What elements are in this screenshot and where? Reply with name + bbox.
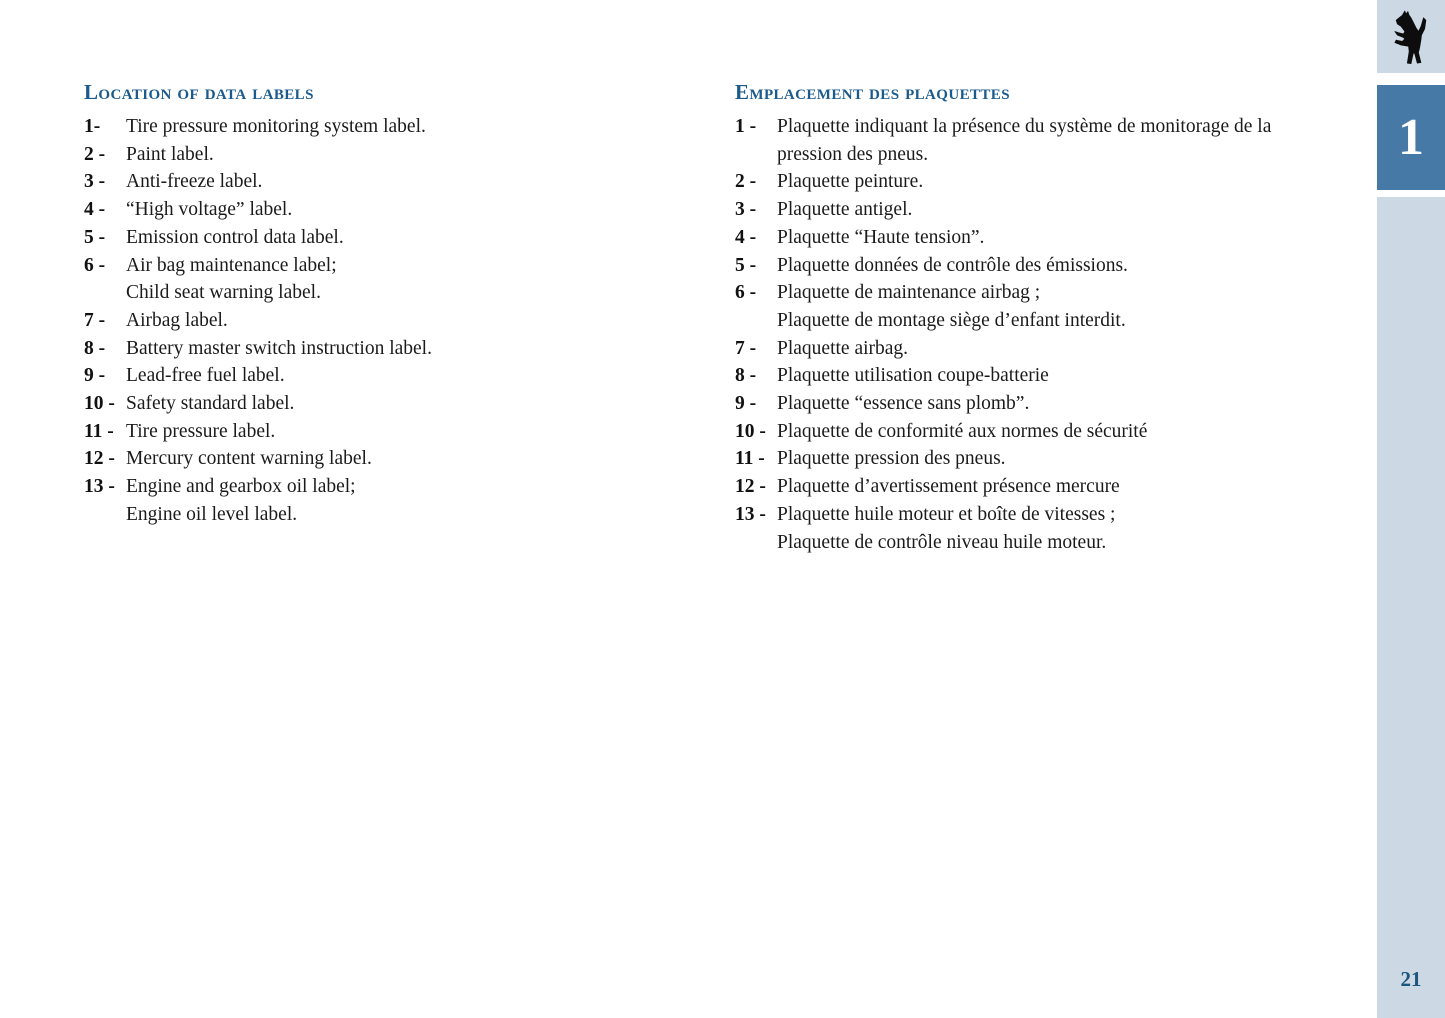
item-text: Plaquette huile moteur et boîte de vitesses ; Plaquette de contrôle niveau huile moteur. — [777, 503, 1116, 553]
item-text: Plaquette peinture. — [777, 171, 924, 193]
sidebar-lower-strip — [1377, 197, 1445, 1018]
item-number: 13 - — [735, 503, 766, 525]
list-item — [84, 362, 684, 390]
list-item — [84, 224, 684, 252]
item-number: 11 - — [84, 420, 114, 442]
item-number: 9 - — [84, 365, 106, 387]
list-item — [735, 390, 1360, 418]
item-text: Airbag label. — [126, 309, 228, 331]
item-number: 7 - — [84, 309, 106, 331]
item-number: 6 - — [735, 282, 757, 304]
list-item — [735, 168, 1360, 196]
list-item — [735, 445, 1360, 473]
item-text: Emission control data label. — [126, 226, 344, 248]
item-number: 5 - — [735, 254, 757, 276]
page-number: 21 — [1400, 967, 1422, 991]
sidebar-strip — [1377, 0, 1445, 1018]
item-number: 7 - — [735, 337, 757, 359]
list-item — [735, 224, 1360, 252]
list-item — [84, 445, 684, 473]
list-item — [84, 113, 684, 141]
sidebar-gap-bottom — [1377, 190, 1445, 197]
list-item — [735, 196, 1360, 224]
item-number: 5 - — [84, 226, 106, 248]
item-number: 3 - — [84, 171, 106, 193]
list-item — [735, 279, 1360, 334]
item-text: Engine and gearbox oil label; Engine oil level label. — [126, 476, 356, 525]
item-text: Plaquette de conformité aux normes de sécurité — [777, 420, 1148, 442]
item-text: Plaquette antigel. — [777, 199, 913, 221]
item-number: 4 - — [84, 199, 106, 221]
item-text: Battery master switch instruction label. — [126, 337, 432, 359]
item-text: Plaquette de maintenance airbag ; Plaquette de montage siège d’enfant interdit. — [777, 282, 1126, 331]
list-item — [735, 501, 1360, 556]
list-item — [84, 418, 684, 446]
list-item — [84, 390, 684, 418]
chapter-number: 1 — [1398, 108, 1424, 166]
item-text: Plaquette données de contrôle des émissions. — [777, 254, 1128, 276]
item-text: “High voltage” label. — [126, 199, 293, 221]
english-column — [84, 80, 684, 529]
item-text: Mercury content warning label. — [126, 448, 372, 470]
list-item — [84, 196, 684, 224]
item-text: Tire pressure monitoring system label. — [126, 116, 426, 137]
list-item — [84, 141, 684, 169]
item-text: Tire pressure label. — [126, 420, 276, 442]
item-text: Plaquette indiquant la présence du système de monitorage de la pression des pneus. — [777, 116, 1272, 165]
ferrari-prancing-horse-icon — [1392, 9, 1430, 65]
list-item — [735, 418, 1360, 446]
list-item — [84, 252, 684, 307]
list-item — [84, 168, 684, 196]
item-number: 1- — [84, 116, 101, 137]
item-number: 1 - — [735, 116, 757, 137]
list-item — [84, 473, 684, 528]
list-item — [735, 252, 1360, 280]
list-item — [735, 113, 1360, 168]
chapter-tab — [1377, 85, 1445, 190]
item-text: Paint label. — [126, 143, 214, 165]
item-number: 13 - — [84, 476, 115, 498]
item-number: 12 - — [84, 448, 115, 470]
item-number: 8 - — [735, 365, 757, 387]
list-item — [735, 362, 1360, 390]
item-number: 11 - — [735, 448, 765, 470]
item-number: 8 - — [84, 337, 106, 359]
sidebar-gap-top — [1377, 73, 1445, 85]
item-text: Plaquette pression des pneus. — [777, 448, 1006, 470]
french-heading: Emplacement des plaquettes — [735, 80, 1010, 104]
logo-box — [1377, 0, 1445, 73]
english-heading: Location of data labels — [84, 80, 314, 104]
item-number: 2 - — [735, 171, 757, 193]
item-number: 6 - — [84, 254, 106, 276]
item-number: 2 - — [84, 143, 106, 165]
item-number: 10 - — [84, 393, 115, 415]
item-text: Plaquette “essence sans plomb”. — [777, 393, 1030, 415]
list-item — [735, 473, 1360, 501]
item-text: Plaquette utilisation coupe-batterie — [777, 365, 1049, 387]
item-text: Anti-freeze label. — [126, 171, 263, 193]
item-number: 4 - — [735, 226, 757, 248]
item-number: 12 - — [735, 476, 766, 498]
item-text: Lead-free fuel label. — [126, 365, 285, 387]
list-item — [735, 335, 1360, 363]
french-label-list — [735, 113, 1360, 556]
item-text: Plaquette d’avertissement présence mercure — [777, 476, 1120, 498]
item-number: 10 - — [735, 420, 766, 442]
item-text: Plaquette “Haute tension”. — [777, 226, 985, 248]
list-item — [84, 307, 684, 335]
list-item — [84, 335, 684, 363]
item-text: Air bag maintenance label; Child seat warning label. — [126, 254, 337, 304]
french-column — [735, 80, 1360, 556]
item-number: 3 - — [735, 199, 757, 221]
english-label-list — [84, 113, 684, 529]
item-text: Safety standard label. — [126, 393, 295, 415]
item-text: Plaquette airbag. — [777, 337, 909, 359]
item-number: 9 - — [735, 393, 757, 415]
